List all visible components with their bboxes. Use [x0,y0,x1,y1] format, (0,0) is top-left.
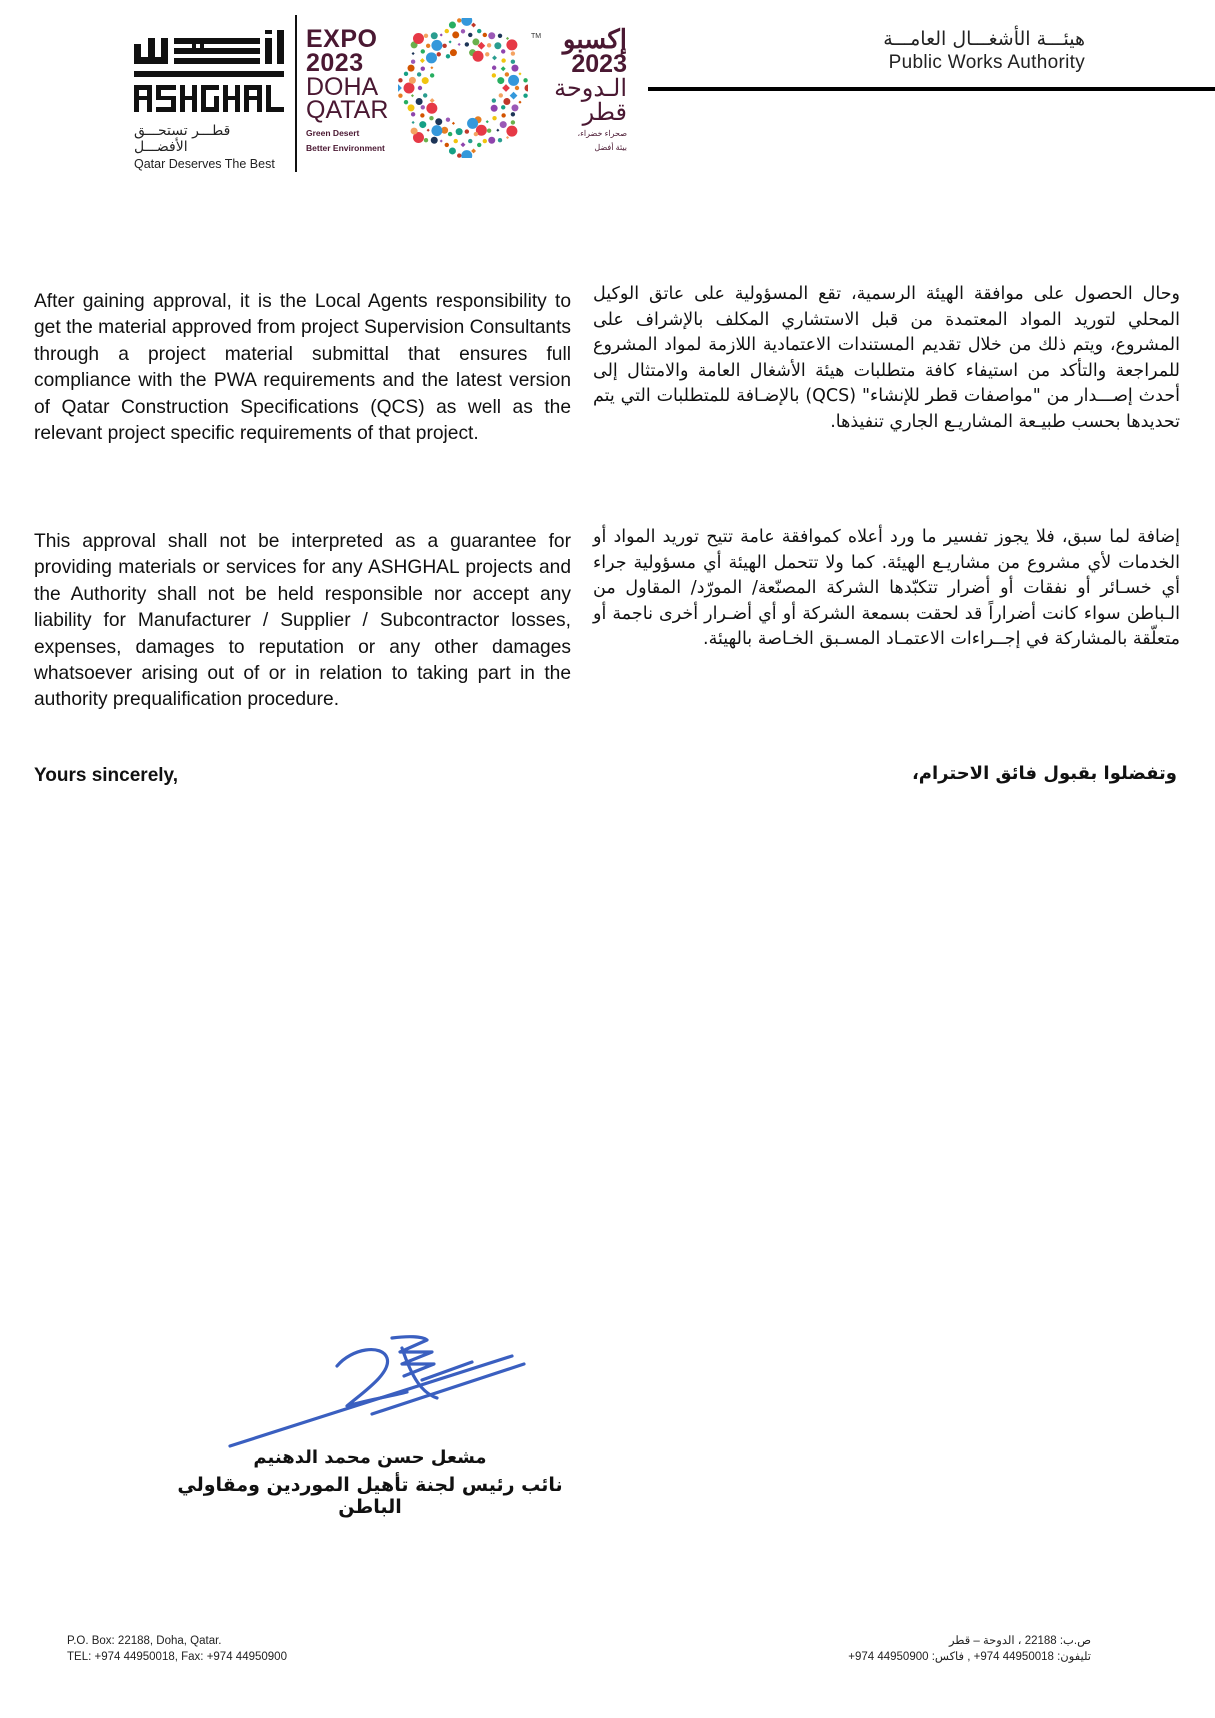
expo-flower-dot [431,40,442,51]
expo-flower-dot [483,139,487,143]
footer-phone-arabic: تليفون: 44950018 974+ , فاكس: 44950900 974+ [848,1651,1091,1663]
expo-flower-dot [506,39,517,50]
expo-flower-dot [430,98,435,103]
expo-word-arabic: إكسبو [562,24,627,54]
expo-flower-dot [420,58,425,63]
footer-address-arabic: ص.ب: 22188 ، الدوحة – قطر [948,1635,1091,1647]
expo-flower-dot [503,98,510,105]
expo-flower-dot [431,137,438,144]
expo-flower-dot [477,29,481,33]
expo-flower-dot [508,75,519,86]
expo-flower-dot [487,128,491,132]
expo-flower-dot [486,120,489,123]
expo-slogan-arabic-line1: صحراء خضراء، [577,129,627,138]
expo-flower-dot [488,32,495,39]
expo-slogan-line2: Better Environment [306,143,385,154]
expo-flower-dot [474,132,478,136]
expo-flower-dot [431,32,438,39]
expo-flower-dot [446,54,450,58]
expo-flower-dot [506,136,509,139]
expo-flower-dot [471,23,476,28]
expo-flower-dot [429,116,433,120]
expo-flower-dot [418,86,422,90]
expo-flower-dot [440,140,443,143]
expo-flower-dot [472,38,479,45]
expo-flower-dot [437,52,441,56]
expo-flower-dot [518,72,521,75]
expo-flower-dot [454,139,458,143]
expo-flower-dot [498,138,502,142]
expo-flower-dot [523,93,527,97]
signatory-name: مشعل حسن محمد الدهنيم [253,1447,487,1468]
expo-flower-dot [468,33,472,37]
expo-flower-dot [461,142,466,147]
expo-flower-emblem-icon [398,18,528,158]
ashghal-tagline-arabic: قطـــر تستحـــق الأفضـــل [134,123,231,155]
expo-flower-dot [431,125,442,136]
expo-flower-dot [417,72,421,76]
english-paragraph-1: After gaining approval, it is the Local Agents responsibility to get the material approved from project Supervision Consultants through a project material submittal that ensures full compliance with the PWA requirements and the latest version of Qatar Construction Specifications (QCS) as well as the relevant project specific requirements of that project. [34,291,571,445]
expo-flower-dot [485,52,489,56]
expo-flower-dot [465,42,469,46]
expo-flower-dot [445,143,449,147]
expo-flower-dot [457,153,461,157]
arabic-paragraph-2: إضافة لما سبق، فلا يجوز تفسير ما ورد أعلاه كموافقة عامة تتيح توريد المواد أو الخدمات لأي مشروع من مشاريـع الهيئة. كما ولا تتحمل الهيئة أي مسؤولية جراء أي خسـائر أو نفقات أو أضرار تتكبّدها الشركة المصنّعة/ المورّد/ المقاول من الـباطن سواء كانت أضراراً قد لحقت بسمعة الشركة أو أي أضـرار أخرى ناجمة أو متعلّقة بالمشاركة في إجــراءات الاعتمـاد المسـبق الخـاصة بالهيئة. [593,527,1180,650]
expo-flower-dot [501,66,506,71]
header-vertical-divider [295,15,297,172]
expo-flower-dot [488,137,495,144]
expo-flower-dot [430,66,433,69]
expo-word: EXPO [306,25,378,53]
expo-flower-dot [421,67,425,71]
expo-flower-dot [430,73,434,77]
ashghal-tagline-english: Qatar Deserves The Best [134,157,275,171]
expo-flower-dot [487,43,491,47]
expo-flower-dot [506,126,517,137]
expo-flower-dot [450,49,457,56]
expo-flower-dot [502,84,510,92]
ashghal-kufic-logo-icon [134,30,284,115]
expo-flower-dot [440,33,443,36]
expo-flower-dot [427,129,430,132]
expo-slogan-line1: Green Desert [306,128,360,138]
expo-flower-dot [461,29,465,33]
expo-flower-dot [501,105,505,109]
expo-flower-dot [457,18,461,22]
expo-flower-dot [426,44,430,48]
expo-flower-dot [461,150,472,158]
expo-flower-dot [409,77,416,84]
expo-2023-english-logo [306,25,389,154]
expo-flower-dot [511,51,515,55]
expo-flower-dot [498,34,502,38]
expo-flower-dot [458,43,461,46]
expo-flower-dot [505,72,509,76]
expo-flower-dot [442,44,446,48]
expo-flower-dot [426,52,437,63]
expo-flower-dot [525,85,529,92]
expo-flower-dot [510,92,518,100]
expo-flower-dot [411,128,418,135]
expo-flower-dot [448,132,452,136]
expo-slogan-arabic-line2: بيئة أفضل [594,142,627,152]
expo-flower-dot [511,59,515,63]
footer-english [67,1633,287,1665]
expo-flower-dot [496,129,499,132]
expo-flower-dot [471,148,476,153]
expo-flower-dot [511,120,515,124]
expo-flower-dot [452,31,459,38]
expo-flower-dot [511,65,518,72]
expo-flower-dot [419,121,426,128]
expo-flower-dot [501,49,505,53]
expo-flower-dot [452,122,455,125]
expo-flower-dot [404,72,408,76]
expo-flower-dot [404,83,415,94]
authority-name [883,28,1085,74]
expo-flower-dot [483,33,487,37]
expo-flower-dot [477,143,481,147]
expo-flower-dot [449,22,456,29]
expo-flower-dot [461,18,472,26]
handwritten-signature [222,1318,542,1458]
expo-country: QATAR [306,96,389,125]
expo-flower-dot [511,104,518,111]
expo-flower-dot [491,105,498,112]
expo-flower-dot [424,34,428,38]
english-closing: Yours sincerely, [34,765,178,786]
expo-flower-dot [492,66,496,70]
expo-year-arabic: 2023 [571,50,627,78]
expo-flower-dot [497,77,504,84]
expo-flower-dot [412,52,415,55]
expo-flower-dot [449,147,456,154]
expo-flower-dot [423,93,427,97]
expo-flower-dot [408,104,415,111]
expo-flower-dot [435,118,442,125]
expo-flower-dot [411,94,414,97]
expo-flower-dot [416,98,423,105]
footer-phone-english: TEL: +974 44950018, Fax: +974 44950900 [67,1651,287,1663]
expo-city: DOHA [306,72,379,101]
expo-flower-dot [412,121,415,124]
expo-flower-dot [449,40,452,43]
arabic-paragraph-1: وحال الحصول على موافقة الهيئة الرسمية، تقع المسؤولية على عاتق الوكيل المحلي لتوريد المواد المعتمدة من قبل الاستشاري المكلف بالإشراف على المشروع، ويتم ذلك من خلال تقديم المستندات الاعتمادية اللازمة لمواد المشروع للمراجعة والتأكد من استيفاء كافة متطلبات هيئة الأشغال العامة والامتثال إلى أحدث إصـــدار من "مواصفات قطر للإنشاء" (QCS) بالإضـافة للمتطلبات التي يتم تحديدها بحسب طبيـعة المشاريـع الجاري تنفيذها. [593,284,1180,432]
expo-flower-dot [499,93,503,97]
expo-flower-dot [501,113,505,117]
expo-flower-dot [492,116,496,120]
signatory-title: نائب رئيس لجنة تأهيل الموردين ومقاولي الباطن [177,1474,563,1518]
expo-flower-dot [411,59,415,63]
expo-flower-dot [492,73,496,77]
expo-flower-dot [398,78,402,82]
authority-name-arabic: هيئـــة الأشغـــال العامـــة [883,28,1085,50]
authority-name-english: Public Works Authority [888,52,1085,73]
expo-flower-dot [467,118,478,129]
english-paragraph-2: This approval shall not be interpreted as a guarantee for providing materials or services for any ASHGHAL projects and the Authority shall not be held responsible nor accept any liability for Manufacturer / Supplier / Subcontractor losses, expenses, damages to reputation or any other damages whatsoever arising out of or in relation to taking part in the authority prequalification procedure. [34,531,571,711]
expo-flower-dot [468,139,472,143]
expo-flower-dot [404,100,408,104]
footer-address-english: P.O. Box: 22188, Doha, Qatar. [67,1635,222,1647]
expo-flower-dot [446,118,450,122]
expo-flower-dot [500,121,507,128]
expo-flower-dot [398,84,402,92]
expo-flower-dot [465,129,469,133]
header-rule [648,87,1215,91]
expo-flower-dot [523,78,527,82]
expo-flower-dot [411,112,415,116]
expo-flower-dot [421,105,425,109]
expo-flower-dot [398,93,402,97]
expo-year: 2023 [306,48,364,77]
arabic-closing: وتفضلوا بقبول فائق الاحترام، [911,763,1177,784]
expo-flower-dot [473,51,484,62]
expo-city-arabic: الـدوحة [554,75,627,102]
expo-flower-dot [456,128,463,135]
expo-flower-dot [492,98,496,102]
expo-flower-dot [492,55,497,60]
expo-flower-dot [511,112,515,116]
expo-flower-dot [494,42,501,49]
expo-flower-dot [420,113,424,117]
ashghal-logo [134,30,284,171]
expo-country-arabic: قطر [582,99,627,126]
expo-flower-dot [421,49,425,53]
expo-flower-dot [445,29,449,33]
expo-flower-dot [408,65,415,72]
footer-arabic [848,1633,1091,1665]
expo-flower-dot [518,101,521,104]
expo-trademark: TM [531,33,542,40]
expo-flower-dot [422,77,429,84]
expo-flower-dot [506,37,509,40]
expo-2023-arabic-logo [535,26,627,152]
expo-flower-dot [426,103,437,114]
expo-flower-dot [413,33,424,44]
expo-flower-dot [501,58,505,62]
expo-flower-dot [424,138,428,142]
expo-flower-dot [515,86,519,90]
